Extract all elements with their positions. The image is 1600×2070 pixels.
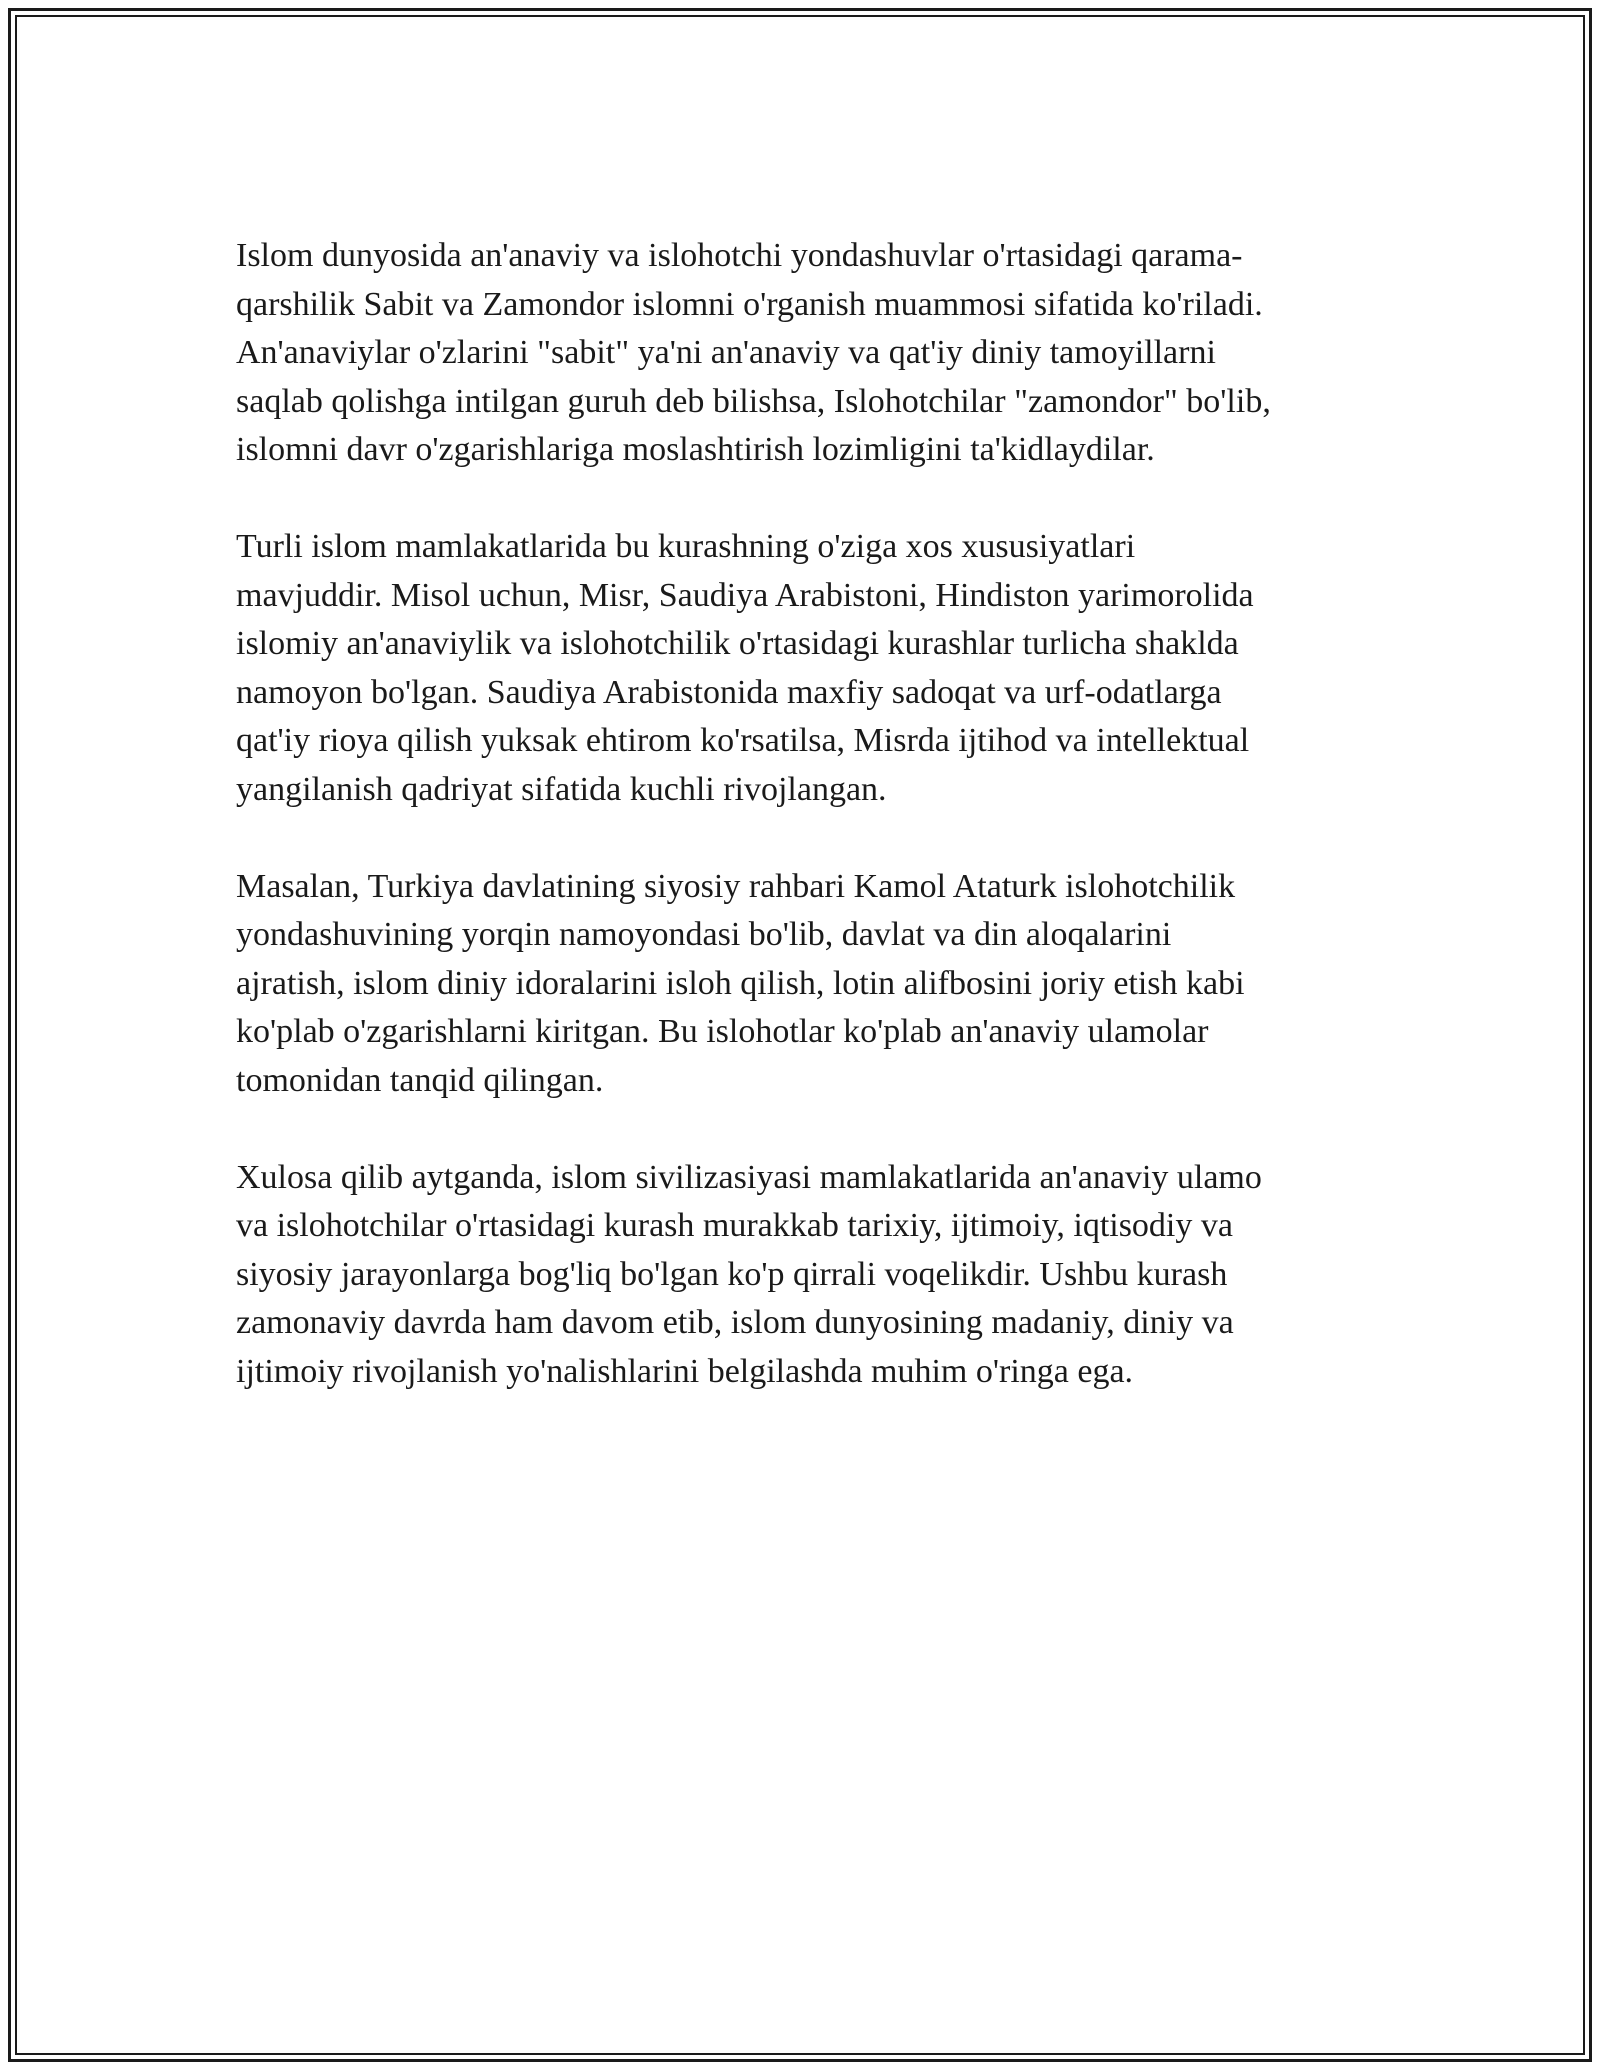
text-line: va islohotchilar o'rtasidagi kurash murakkab tarixiy, ijtimoiy, iqtisodiy va bbox=[236, 1207, 1233, 1244]
text-line: Islom dunyosida an'anaviy va islohotchi yondashuvlar o'rtasidagi qarama- bbox=[236, 237, 1243, 274]
text-line: An'anaviylar o'zlarini "sabit" ya'ni an'anaviy va qat'iy diniy tamoyillarni bbox=[236, 334, 1216, 371]
text-line: ko'plab o'zgarishlarni kiritgan. Bu islohotlar ko'plab an'anaviy ulamolar bbox=[236, 1013, 1209, 1050]
text-line: Xulosa qilib aytganda, islom sivilizasiyasi mamlakatlarida an'anaviy ulamo bbox=[236, 1158, 1262, 1196]
paragraph-4 bbox=[236, 1154, 1366, 1397]
text-line: mavjuddir. Misol uchun, Misr, Saudiya Arabistoni, Hindiston yarimorolida bbox=[236, 576, 1254, 614]
text-line: namoyon bo'lgan. Saudiya Arabistonida maxfiy sadoqat va urf-odatlarga bbox=[236, 673, 1222, 711]
text-line: saqlab qolishga intilgan guruh deb bilishsa, Islohotchilar "zamondor" bo'lib, bbox=[236, 382, 1271, 420]
text-line: yangilanish qadriyat sifatida kuchli rivojlangan. bbox=[236, 770, 887, 808]
text-line: tomonidan tanqid qilingan. bbox=[236, 1061, 604, 1099]
text-line: zamonaviy davrda ham davom etib, islom dunyosining madaniy, diniy va bbox=[236, 1304, 1234, 1341]
text-line: Masalan, Turkiya davlatining siyosiy rahbari Kamol Ataturk islohotchilik bbox=[236, 867, 1236, 905]
text-line: ajratish, islom diniy idoralarini isloh qilish, lotin alifbosini joriy etish kabi bbox=[236, 964, 1245, 1002]
text-line: islomni davr o'zgarishlariga moslashtirish lozimligini ta'kidlaydilar. bbox=[236, 431, 1155, 468]
paragraph-1 bbox=[236, 232, 1366, 475]
text-line: Turli islom mamlakatlarida bu kurashning o'ziga xos xususiyatlari bbox=[236, 528, 1136, 565]
text-line: qarshilik Sabit va Zamondor islomni o'rganish muammosi sifatida ko'riladi. bbox=[236, 285, 1263, 323]
text-line: islomiy an'anaviylik va islohotchilik o'rtasidagi kurashlar turlicha shaklda bbox=[236, 625, 1239, 662]
paragraph-2 bbox=[236, 523, 1366, 814]
text-line: yondashuvining yorqin namoyondasi bo'lib, davlat va din aloqalarini bbox=[236, 916, 1172, 953]
text-line: siyosiy jarayonlarga bog'liq bo'lgan ko'p qirrali voqelikdir. Ushbu kurash bbox=[236, 1255, 1228, 1293]
document-body bbox=[236, 232, 1366, 1445]
paragraph-3 bbox=[236, 863, 1366, 1106]
text-line: ijtimoiy rivojlanish yo'nalishlarini belgilashda muhim o'ringa ega. bbox=[236, 1352, 1134, 1390]
text-line: qat'iy rioya qilish yuksak ehtirom ko'rsatilsa, Misrda ijtihod va intellektual bbox=[236, 722, 1250, 759]
